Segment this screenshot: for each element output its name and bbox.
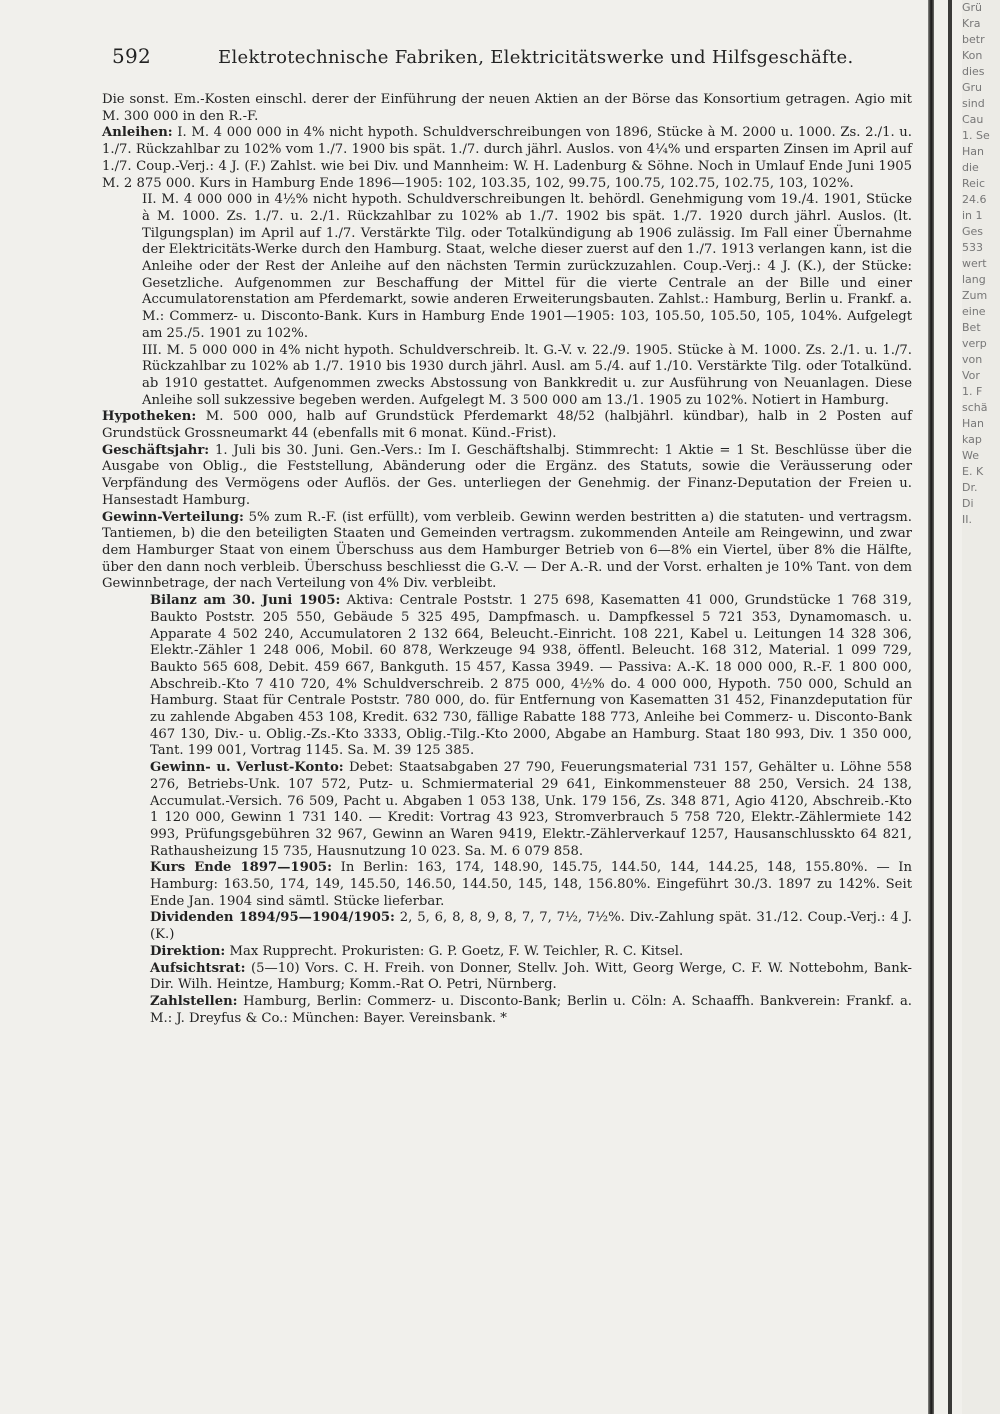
paragraph (102, 593, 912, 760)
adjacent-page-fragment: Cau (962, 113, 984, 126)
paragraph-heading: Bilanz am 30. Juni 1905: (150, 593, 341, 609)
paragraph (102, 192, 912, 342)
paragraph-heading: Zahlstellen: (150, 993, 238, 1009)
paragraph-heading: Hypotheken: (102, 409, 197, 425)
adjacent-page-fragment: verp (962, 337, 987, 350)
running-title: Elektrotechnische Fabriken, Elektricitätswerke und Hilfsgeschäfte. (218, 47, 854, 68)
adjacent-page-strip (962, 0, 1000, 1414)
paragraph-heading: Aufsichtsrat: (150, 960, 246, 976)
paragraph (102, 910, 912, 943)
paragraph-heading: Anleihen: (102, 125, 173, 141)
adjacent-page-fragment: Dr. (962, 481, 978, 494)
book-gutter (928, 0, 934, 1414)
paragraph-heading: Geschäftsjahr: (102, 442, 210, 458)
adjacent-page-fragment: von (962, 353, 983, 366)
adjacent-page-fragment: We (962, 449, 979, 462)
adjacent-page-fragment: Vor (962, 369, 980, 382)
paragraph-text: III. M. 5 000 000 in 4% nicht hypoth. Schuldverschreib. lt. G.-V. v. 22./9. 1905. Stücke à M. 1000. Zs. 2./1. u. 1./7. Rückzahlbar zu 102% ab 1./7. 1910 bis 1930 durch jährl. Ausl. am 5./4. auf 1./10. Verstärkte Tilg. oder Totalkünd. ab 1910 gestattet. Aufgenommen zwecks Abstossung von Bankkredit u. zur Ausführung von Neuanlagen. Diese Anleihe soll sukzessive begeben werden. Aufgelegt M. 3 500 000 am 13./1. 1905 zu 102%. Notiert in Hamburg. (142, 342, 912, 408)
paragraph (102, 443, 912, 510)
adjacent-page-fragment: 24.6 (962, 193, 987, 206)
adjacent-page-fragment: Kon (962, 49, 983, 62)
adjacent-page-fragment: betr (962, 33, 985, 46)
page-number: 592 (112, 44, 152, 68)
paragraph-text: Aktiva: Centrale Poststr. 1 275 698, Kasematten 41 000, Grundstücke 1 768 319, Baukto Poststr. 205 550, Gebäude 5 325 495, Dampfmasch. u. Dampfkessel 5 721 353, Dynamomasch. u. Apparate 4 502 240, Accumulatoren 2 132 664, Beleucht.-Einricht. 108 221, Kabel u. Leitungen 14 328 306, Elektr.-Zähler 1 248 006, Mobil. 60 878, Werkzeuge 94 938, öffentl. Beleucht. 168 312, Material. 1 099 729, Baukto 565 608, Debit. 459 667, Bankguth. 15 457, Kassa 3949. — Passiva: A.-K. 18 000 000, R.-F. 1 800 000, Abschreib.-Kto 7 410 720, 4% Schuldverschreib. 2 875 000, 4½% do. 4 000 000, Hypoth. 750 000, Schuld an Hamburg. Staat für Centrale Poststr. 780 000, do. für Entfernung von Kasematten 31 452, Finanzdeputation für zu zahlende Abgaben 453 108, Kredit. 632 730, fällige Rabatte 188 773, Anleihe bei Commerz- u. Disconto-Bank 467 130, Div.- u. Oblig.-Zs.-Kto 3333, Oblig.-Tilg.-Kto 2000, Abgabe an Hamburg. Staat 180 993, Div. 1 350 000, Tant. 199 001, Vortrag 1145. Sa. M. 39 125 385. (150, 593, 913, 759)
paragraph-text: (5—10) Vors. C. H. Freih. von Donner, Stellv. Joh. Witt, Georg Werge, C. F. W. Nottebohm, Bank-Dir. Wilh. Heintze, Hamburg; Komm.-Rat O. Petri, Nürnberg. (150, 960, 912, 993)
paragraph-text: Debet: Staatsabgaben 27 790, Feuerungsmaterial 731 157, Gehälter u. Löhne 558 276, Betriebs-Unk. 107 572, Putz- u. Schmiermaterial 29 641, Einkommensteuer 88 250, Versich. 24 138, Accumulat.-Versich. 76 509, Pacht u. Abgaben 1 053 138, Unk. 179 156, Zs. 348 871, Agio 4120, Abschreib.-Kto 1 120 000, Gewinn 1 731 140. — Kredit: Vortrag 43 923, Stromverbrauch 5 758 720, Elektr.-Zählermiete 142 993, Prüfungsgebühren 32 967, Gewinn an Waren 9419, Elektr.-Zählerverkauf 1257, Hausanschlusskto 64 821, Rathausheizung 15 735, Hausnutzung 10 023. Sa. M. 6 079 858. (150, 760, 912, 859)
paragraph (102, 994, 912, 1027)
adjacent-page-fragment: Han (962, 145, 984, 158)
paragraph-text: M. 500 000, halb auf Grundstück Pferdemarkt 48/52 (halbjährl. kündbar), halb in 2 Posten auf Grundstück Grossneumarkt 44 (ebenfalls mit 6 monat. Künd.-Frist). (102, 409, 912, 442)
adjacent-page-fragment: Reic (962, 177, 986, 190)
paragraph-heading: Direktion: (150, 943, 226, 959)
paragraph-heading: Dividenden 1894/95—1904/1905: (150, 910, 395, 926)
adjacent-page-fragment: II. (962, 513, 972, 526)
paragraph (102, 944, 912, 961)
paragraph (102, 961, 912, 994)
paragraph-text: 2, 5, 6, 8, 8, 9, 8, 7, 7, 7½, 7½%. Div.-Zahlung spät. 31./12. Coup.-Verj.: 4 J. (K.) (150, 910, 912, 943)
paragraph-text: II. M. 4 000 000 in 4½% nicht hypoth. Schuldverschreibungen lt. behördl. Genehmigung vom 19./4. 1901, Stücke à M. 1000. Zs. 1./7. u. 2./1. Rückzahlbar zu 102% ab 1./7. 1902 bis spät. 1./7. 1920 durch jährl. Auslos. (lt. Tilgungsplan) im April auf 1./7. Verstärkte Tilg. oder Totalkündigung ab 1906 zulässig. Im Fall einer Übernahme der Elektricitäts-Werke durch den Hamburg. Staat, welche dieser zuerst auf den 1./7. 1913 verlangen kann, ist die Anleihe oder der Rest der Anleihe auf den nächsten Termin zurückzuzahlen. Coup.-Verj.: 4 J. (K.), der Stücke: Gesetzliche. Aufgenommen zur Beschaffung der Mittel für die vierte Centrale an der Bille und einer Accumulatorenstation am Pferdemarkt, sowie anderen Erweiterungsbauten. Zahlst.: Hamburg, Berlin u. Frankf. a. M.: Commerz- u. Disconto-Bank. Kurs in Hamburg Ende 1901—1905: 103, 105.50, 105.50, 105, 104%. Aufgelegt am 25./5. 1901 zu 102%. (142, 192, 912, 341)
book-gutter-edge (948, 0, 952, 1414)
adjacent-page-fragment: Di (962, 497, 974, 510)
paragraph-text: In Berlin: 163, 174, 148.90, 145.75, 144.50, 144, 144.25, 148, 155.80%. — In Hamburg: 163.50, 174, 149, 145.50, 146.50, 144.50, 145, 148, 156.80%. Eingeführt 30./3. 1897 zu 142%. Seit Ende Jan. 1904 sind sämtl. Stücke lieferbar. (150, 860, 912, 909)
page-body (102, 92, 912, 1027)
adjacent-page-fragment: eine (962, 305, 986, 318)
paragraph (102, 125, 912, 192)
paragraph-text: Max Rupprecht. Prokuristen: G. P. Goetz, F. W. Teichler, R. C. Kitsel. (225, 943, 684, 959)
paragraph (102, 343, 912, 410)
paragraph-text: 5% zum R.-F. (ist erfüllt), vom verbleib. Gewinn werden bestritten a) die statuten- und vertragsm. Tantiemen, b) die den beteiligten Staaten und Gemeinden vertragsm. zukommenden Anteile am Reingewinn, und zwar dem Hamburger Staat von einem Überschuss aus dem Hamburger Betrieb von 6—8% ein Viertel, über 8% die Hälfte, über den dann noch verbleib. Überschuss beschliesst die G.-V. — Der A.-R. und der Vorst. erhalten je 10% Tant. von dem Gewinnbetrage, der nach Verteilung von 4% Div. verbleibt. (102, 509, 912, 592)
paragraph-heading: Gewinn-Verteilung: (102, 509, 244, 525)
paragraph (102, 510, 912, 594)
paragraph-text: Die sonst. Em.-Kosten einschl. derer der Einführung der neuen Aktien an der Börse das Konsortium getragen. Agio mit M. 300 000 in den R.-F. (102, 92, 912, 124)
adjacent-page-fragment: schä (962, 401, 988, 414)
adjacent-page-fragment: Gru (962, 81, 983, 94)
adjacent-page-fragment: lang (962, 273, 986, 286)
paragraph (102, 860, 912, 910)
adjacent-page-fragment: in 1 (962, 209, 983, 222)
adjacent-page-fragment: 533 (962, 241, 983, 254)
adjacent-page-fragment: sind (962, 97, 985, 110)
paragraph (102, 92, 912, 125)
adjacent-page-fragment: Bet (962, 321, 981, 334)
adjacent-page-fragment: kap (962, 433, 982, 446)
paragraph-text: I. M. 4 000 000 in 4% nicht hypoth. Schuldverschreibungen von 1896, Stücke à M. 2000 u. 1000. Zs. 2./1. u. 1./7. Rückzahlbar zu 102% vom 1./7. 1900 bis spät. 1./7. durch jährl. Auslos. von 4¼% und ersparten Zinsen im April auf 1./7. Coup.-Verj.: 4 J. (F.) Zahlst. wie bei Div. und Mannheim: W. H. Ladenburg & Söhne. Noch in Umlauf Ende Juni 1905 M. 2 875 000. Kurs in Hamburg Ende 1896—1905: 102, 103.35, 102, 99.75, 100.75, 102.75, 102.75, 103, 102%. (102, 125, 912, 191)
paragraph-heading: Kurs Ende 1897—1905: (150, 860, 332, 876)
adjacent-page-fragment: Grü (962, 1, 983, 14)
adjacent-page-fragment: 1. Se (962, 129, 990, 142)
paragraph (102, 760, 912, 860)
adjacent-page-fragment: Han (962, 417, 984, 430)
paragraph-heading: Gewinn- u. Verlust-Konto: (150, 760, 344, 776)
adjacent-page-fragment: wert (962, 257, 987, 270)
paragraph-text: 1. Juli bis 30. Juni. Gen.-Vers.: Im I. Geschäftshalbj. Stimmrecht: 1 Aktie = 1 St. Beschlüsse über die Ausgabe von Oblig., die Feststellung, Abänderung oder die Ergänz. des Statuts, sowie die Veräusserung oder Verpfändung des Vermögens oder Auflös. der Ges. unterliegen der Genehmig. der Finanz-Deputation der Freien u. Hansestadt Hamburg. (102, 442, 912, 508)
adjacent-page-fragment: 1. F (962, 385, 983, 398)
adjacent-page-fragment: Ges (962, 225, 984, 238)
adjacent-page-fragment: die (962, 161, 979, 174)
adjacent-page-fragment: dies (962, 65, 985, 78)
adjacent-page-fragment: E. K (962, 465, 984, 478)
adjacent-page-fragment: Kra (962, 17, 981, 30)
paragraph (102, 409, 912, 442)
adjacent-page-fragment: Zum (962, 289, 988, 302)
paragraph-text: Hamburg, Berlin: Commerz- u. Disconto-Bank; Berlin u. Cöln: A. Schaaffh. Bankverein: Frankf. a. M.: J. Dreyfus & Co.: München: Bayer. Vereinsbank. * (150, 993, 912, 1026)
page-header (112, 44, 902, 68)
